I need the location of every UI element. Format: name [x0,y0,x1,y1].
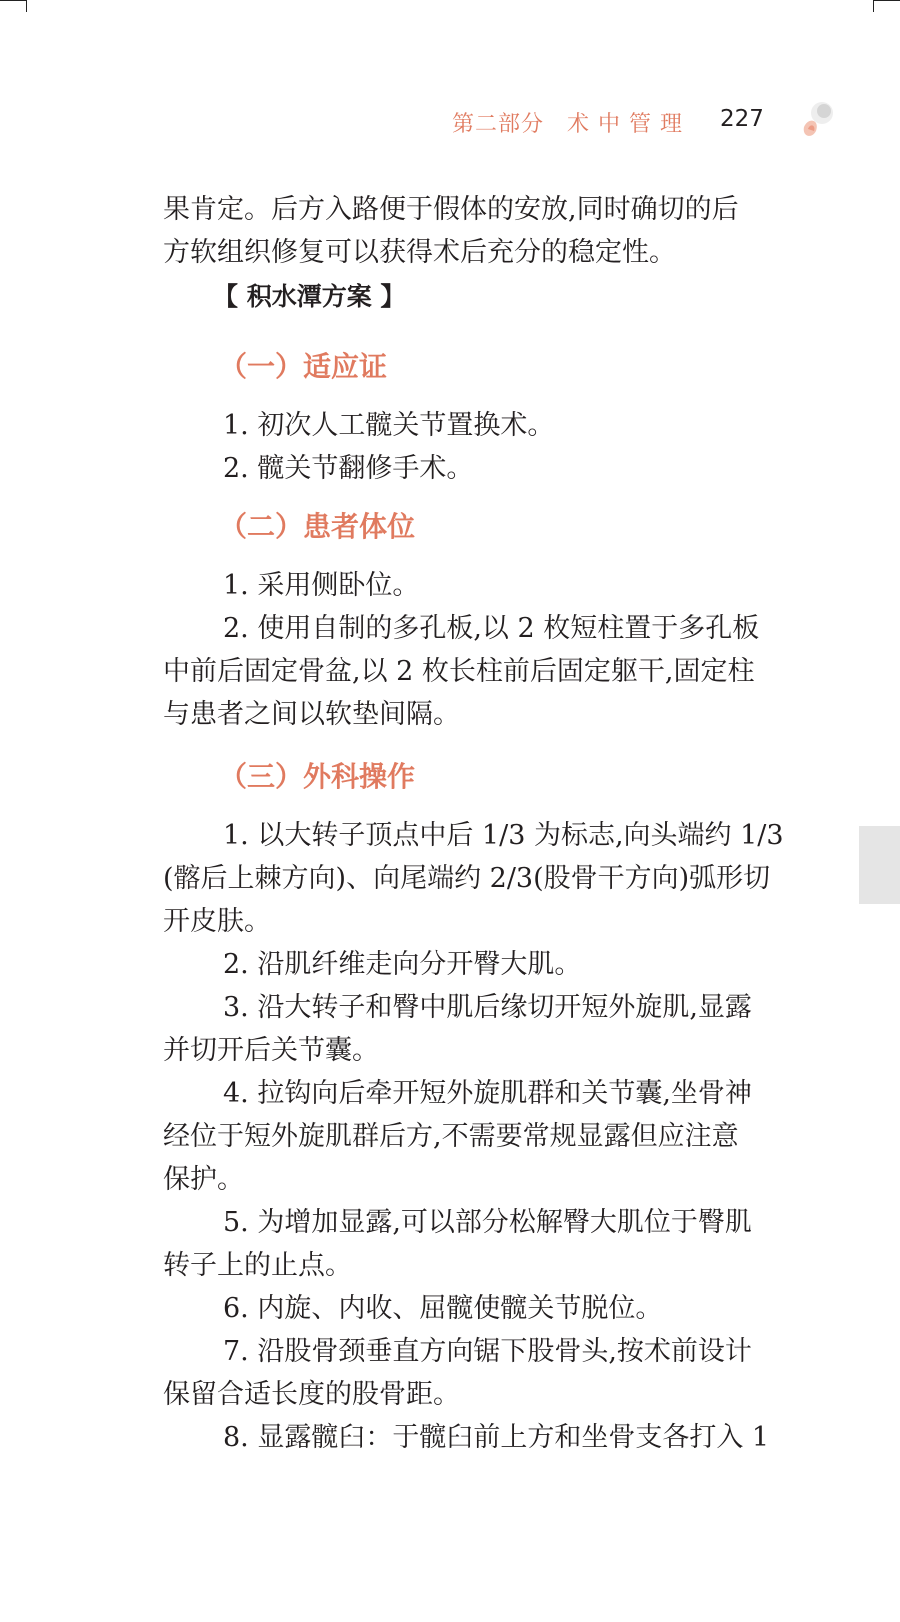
text-line: 中前后固定骨盆,以 2 枚长柱前后固定躯干,固定柱 [163,656,755,687]
running-head-section: 第二部分 术 中 管 理 [452,112,683,137]
crop-mark-top-right [874,0,900,1]
text-line: 转子上的止点。 [163,1250,352,1281]
crop-mark-top-left [0,0,26,1]
crop-mark-top-left-vertical [26,0,27,12]
text-line: (髂后上棘方向)、向尾端约 2/3(股骨干方向)弧形切 [163,863,771,894]
list-item: 2. 髋关节翻修手术。 [223,453,474,484]
text-line: 与患者之间以软垫间隔。 [163,699,460,730]
decorative-logo-icon [798,99,838,143]
list-item: 7. 沿股骨颈垂直方向锯下股骨头,按术前设计 [223,1336,752,1367]
chapter-side-tab [859,826,900,904]
running-head [0,103,900,143]
text-line: 方软组织修复可以获得术后充分的稳定性。 [163,237,676,268]
list-item: 3. 沿大转子和臀中肌后缘切开短外旋肌,显露 [223,992,752,1023]
crop-mark-top-right-vertical [873,0,874,12]
list-item: 2. 使用自制的多孔板,以 2 枚短柱置于多孔板 [223,613,760,644]
list-item: 1. 采用侧卧位。 [223,570,420,601]
list-item: 2. 沿肌纤维走向分开臀大肌。 [223,949,582,980]
section-heading-indications: （一）适应证 [219,350,388,383]
text-line: 果肯定。后方入路便于假体的安放,同时确切的后 [163,194,739,225]
list-item: 1. 以大转子顶点中后 1/3 为标志,向头端约 1/3 [223,820,784,851]
list-item: 1. 初次人工髋关节置换术。 [223,410,555,441]
list-item: 6. 内旋、内收、屈髋使髋关节脱位。 [223,1293,663,1324]
list-item: 5. 为增加显露,可以部分松解臀大肌位于臀肌 [223,1207,752,1238]
page-body [163,188,800,1459]
text-line: 经位于短外旋肌群后方,不需要常规显露但应注意 [163,1121,739,1152]
text-line: 保留合适长度的股骨距。 [163,1379,460,1410]
text-line: 保护。 [163,1164,244,1195]
list-item: 8. 显露髋臼：于髋臼前上方和坐骨支各打入 1 [223,1422,770,1453]
scheme-title: 【 积水潭方案 】 [213,282,406,311]
list-item: 4. 拉钩向后牵开短外旋肌群和关节囊,坐骨神 [223,1078,752,1109]
text-line: 并切开后关节囊。 [163,1035,379,1066]
section-heading-surgery: （三）外科操作 [219,760,416,793]
text-line: 开皮肤。 [163,906,271,937]
section-heading-position: （二）患者体位 [219,510,416,543]
page-number: 227 [720,106,764,132]
